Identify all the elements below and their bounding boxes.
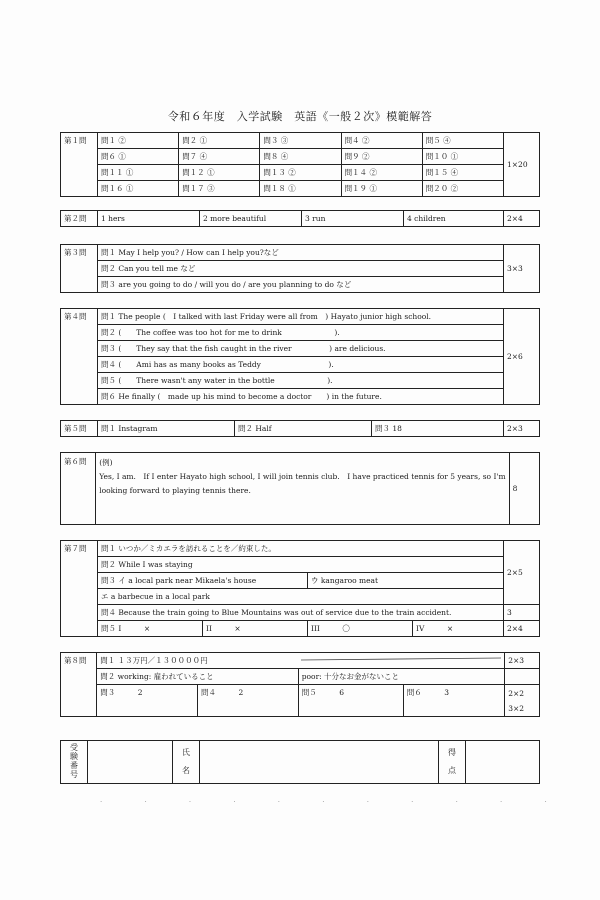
q6-label: 第６問	[61, 453, 96, 525]
q1-cell: 問１２ ①	[179, 165, 260, 181]
q8-row3-cell: 問６ 3	[403, 685, 505, 717]
q1-cell: 問１０ ①	[422, 149, 503, 165]
score-label-bottom: 点	[448, 766, 456, 775]
q4-row: 問２ ( The coffee was too hot for me to drink ).	[98, 325, 504, 341]
q1-cell: 問４ ②	[341, 133, 422, 149]
page-title: 令和６年度 入学試験 英語《一般２次》模範解答	[167, 110, 433, 123]
exam-number-label	[61, 741, 88, 784]
q4-row: 問１ The people ( I talked with last Friday were all from ) Hayato junior high school.	[98, 309, 504, 325]
q4-row: 問５ ( There wasn't any water in the bottle ).	[98, 373, 504, 389]
q2-table	[60, 210, 540, 227]
q7-row3a: 問３ イ a local park near Mikaela's house	[98, 573, 308, 589]
q7-row4: エ a barbecue in a local park	[98, 589, 504, 605]
footer-table	[60, 740, 540, 784]
q7-row6-cell: II ×	[203, 621, 308, 637]
q2-cell: 1 hers	[98, 211, 200, 227]
q6-line1: Yes, I am. If I enter Hayato high school, I will join tennis club. I have practiced tennis for 5 years, so I'm	[99, 472, 506, 481]
name-label-top: 氏	[182, 748, 190, 757]
q8-row1-blank	[298, 653, 505, 669]
q1-cell: 問１３ ②	[260, 165, 341, 181]
q1-cell: 問６ ①	[98, 149, 179, 165]
q8-row3-cell: 問３ 2	[97, 685, 198, 717]
q1-cell: 問７ ④	[179, 149, 260, 165]
q1-table	[60, 132, 540, 197]
q1-cell: 問１９ ①	[341, 181, 422, 197]
q1-cell: 問１１ ①	[98, 165, 179, 181]
q8-score2: 2×2	[505, 685, 540, 702]
q2-label: 第２問	[61, 211, 98, 227]
q1-cell: 問２０ ②	[422, 181, 503, 197]
q8-score-empty	[505, 669, 540, 685]
q4-label: 第４問	[61, 309, 98, 405]
q2-cell: 4 children	[404, 211, 504, 227]
q3-label: 第３問	[61, 245, 98, 293]
q3-table	[60, 244, 540, 293]
q1-cell: 問１７ ③	[179, 181, 260, 197]
q4-row: 問４ ( Ami has as many books as Teddy ).	[98, 357, 504, 373]
q7-score2: 3	[504, 605, 540, 621]
q7-row3b: ウ kangaroo meat	[308, 573, 504, 589]
q2-score: 2×4	[504, 211, 540, 227]
q7-score1: 2×5	[504, 541, 540, 605]
q1-cell: 問１６ ①	[98, 181, 179, 197]
q6-line2: looking forward to playing tennis there.	[99, 486, 251, 495]
q8-row2a: 問２ working: 雇われていること	[97, 669, 298, 685]
q1-cell: 問１５ ④	[422, 165, 503, 181]
name-label	[173, 741, 200, 784]
q1-cell: 問１ ②	[98, 133, 179, 149]
q1-cell: 問１８ ①	[260, 181, 341, 197]
score-label-top: 得	[448, 748, 456, 757]
q1-cell: 問９ ②	[341, 149, 422, 165]
q8-score3: 3×2	[505, 701, 540, 717]
q5-label: 第５問	[61, 421, 98, 437]
q8-row1-strike	[301, 654, 501, 667]
q4-row: 問３ ( They say that the fish caught in the river ) are delicious.	[98, 341, 504, 357]
q8-score1: 2×3	[505, 653, 540, 669]
score-field[interactable]	[466, 741, 540, 784]
q5-score: 2×3	[504, 421, 540, 437]
q2-cell: 2 more beautiful	[200, 211, 302, 227]
name-label-bottom: 名	[182, 766, 190, 775]
q4-score: 2×6	[504, 309, 540, 405]
q6-answer	[96, 453, 509, 525]
q4-table	[60, 308, 540, 405]
q7-row2: 問２ While I was staying	[98, 557, 504, 573]
q3-row: 問３ are you going to do / will you do / are you planning to do など	[98, 277, 504, 293]
q8-row1: 問１ １３万円／１３００００円	[97, 653, 298, 669]
q6-example: (例)	[99, 458, 113, 467]
q6-score: 8	[509, 453, 539, 525]
q1-cell: 問１４ ②	[341, 165, 422, 181]
q4-row: 問６ He finally ( made up his mind to become a doctor ) in the future.	[98, 389, 504, 405]
q7-score3: 2×4	[504, 621, 540, 637]
q1-cell: 問３ ③	[260, 133, 341, 149]
q6-table	[60, 452, 540, 525]
q7-row6-cell: 問５ I ×	[98, 621, 203, 637]
q5-table	[60, 420, 540, 437]
q7-row5: 問４ Because the train going to Blue Mountains was out of service due to the train accident.	[98, 605, 504, 621]
name-field[interactable]	[200, 741, 439, 784]
q1-cell: 問５ ④	[422, 133, 503, 149]
q1-score: 1×20	[504, 133, 540, 197]
q8-row2b: poor: 十分なお金がないこと	[298, 669, 505, 685]
q7-row6-cell: III 〇	[308, 621, 413, 637]
q7-row1: 問１ いつか／ミカエラを訪れることを／約束した。	[98, 541, 504, 557]
q5-cell: 問１ Instagram	[98, 421, 235, 437]
q1-cell: 問２ ①	[179, 133, 260, 149]
q2-cell: 3 run	[302, 211, 404, 227]
exam-number-text: 受験番号	[69, 743, 79, 779]
q8-label: 第８問	[61, 653, 97, 717]
scan-specks: · · · · · · · · · · ·	[100, 798, 567, 806]
q5-cell: 問３ 18	[372, 421, 504, 437]
score-label	[439, 741, 466, 784]
q8-table	[60, 652, 540, 717]
q7-row6-cell: IV ×	[413, 621, 504, 637]
q5-cell: 問２ Half	[235, 421, 372, 437]
q8-row3-cell: 問４ 2	[198, 685, 299, 717]
q7-table	[60, 540, 540, 637]
q1-cell: 問８ ④	[260, 149, 341, 165]
exam-number-field[interactable]	[88, 741, 173, 784]
q7-label: 第７問	[61, 541, 98, 637]
q3-row: 問２ Can you tell me など	[98, 261, 504, 277]
q3-row: 問１ May I help you? / How can I help you?など	[98, 245, 504, 261]
q3-score: 3×3	[504, 245, 540, 293]
q1-label: 第１問	[61, 133, 98, 197]
q8-row3-cell: 問５ 6	[298, 685, 403, 717]
